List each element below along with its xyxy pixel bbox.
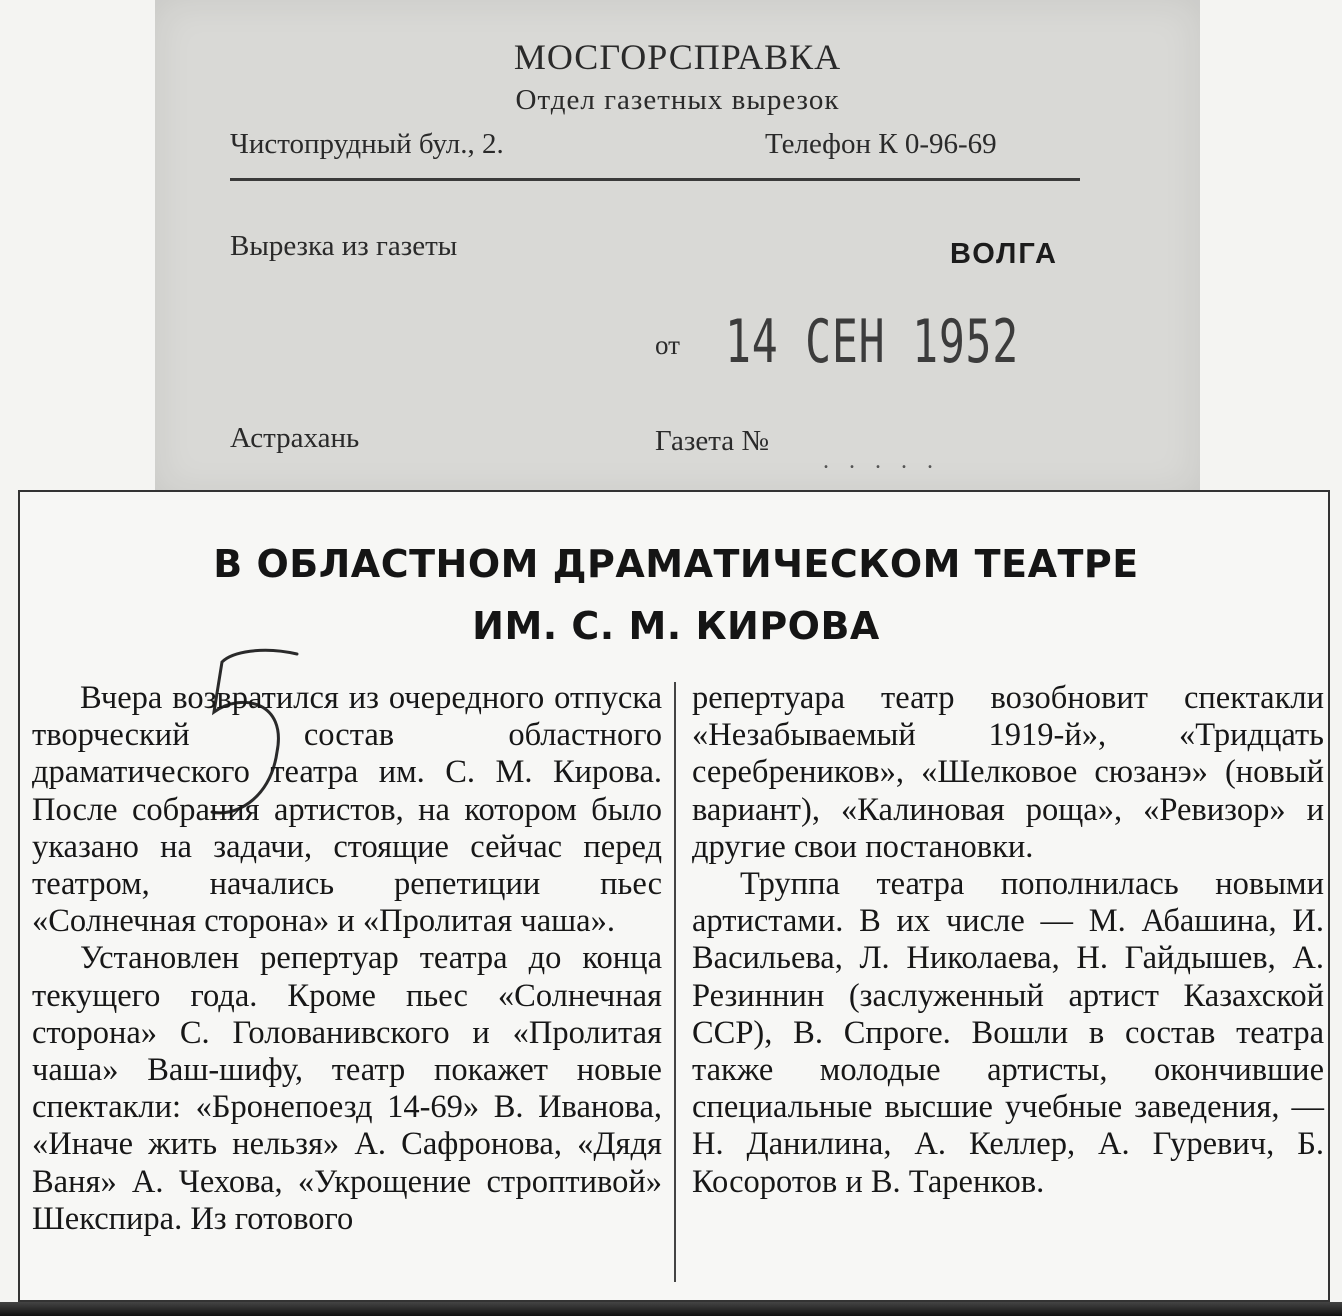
article-right-column: [692, 680, 1324, 1201]
address: Чистопрудный бул., 2.: [230, 128, 504, 160]
city-name: Астрахань: [230, 422, 360, 454]
newspaper-name: ВОЛГА: [950, 238, 1058, 270]
organization-name: МОСГОРСПРАВКА: [513, 37, 842, 77]
headline-line-1: В ОБЛАСТНОМ ДРАМАТИЧЕСКОМ ТЕАТРЕ: [213, 542, 1139, 586]
date-stamp: 14 СЕН 1952: [725, 307, 1020, 377]
newspaper-article: [18, 490, 1330, 1302]
headline-line-2: ИМ. С. М. КИРОВА: [472, 604, 880, 648]
article-left-column: [32, 680, 662, 1238]
issue-number-label: Газета №: [655, 425, 770, 457]
date-prefix: от: [655, 330, 680, 360]
right-paragraph-2: Труппа театра пополнилась новыми артистами. В их числе — М. Абашина, И. Васильева, Л. Николаева, Н. Гайдышев, А. Резиннин (заслуженный артист Казахской ССР), В. Спроге. Вошли в состав театра также молодые артисты, окончившие специальные высшие учебные заведения, — Н. Данилина, А. Келлер, А. Гуревич, Б. Косоротов и В. Таренков.: [692, 866, 1324, 1200]
right-paragraph-1: репертуара театр возобновит спектакли «Незабываемый 1919-й», «Тридцать серебреников», «Шелковое сюзанэ» (новый вариант), «Калиновая роща», «Ревизор» и другие свои постановки.: [692, 680, 1324, 865]
header-divider: [230, 178, 1080, 181]
department-name: Отдел газетных вырезок: [515, 84, 840, 116]
column-divider: [674, 682, 676, 1282]
issue-number-blank: .....: [823, 448, 953, 474]
scan-bottom-edge: [0, 1302, 1342, 1316]
phone-number: Телефон К 0-96-69: [765, 128, 997, 160]
clipping-label: Вырезка из газеты: [230, 230, 458, 262]
left-paragraph-2: Установлен репертуар театра до конца текущего года. Кроме пьес «Солнечная сторона» С. Голованивского и «Пролитая чаша» Ваш-шифу, театр покажет новые спектакли: «Бронепоезд 14-69» В. Иванова, «Иначе жить нельзя» А. Сафронова, «Дядя Ваня» А. Чехова, «Укрощение строптивой» Шекспира. Из готового: [32, 940, 662, 1237]
left-paragraph-1: Вчера возвратился из очередного отпуска творческий состав областного драматического театра им. С. М. Кирова. После собрания артистов, на котором было указано на задачи, стоящие сейчас перед театром, начались репетиции пьес «Солнечная сторона» и «Пролитая чаша».: [32, 680, 662, 940]
clipping-service-slip: [155, 0, 1200, 495]
